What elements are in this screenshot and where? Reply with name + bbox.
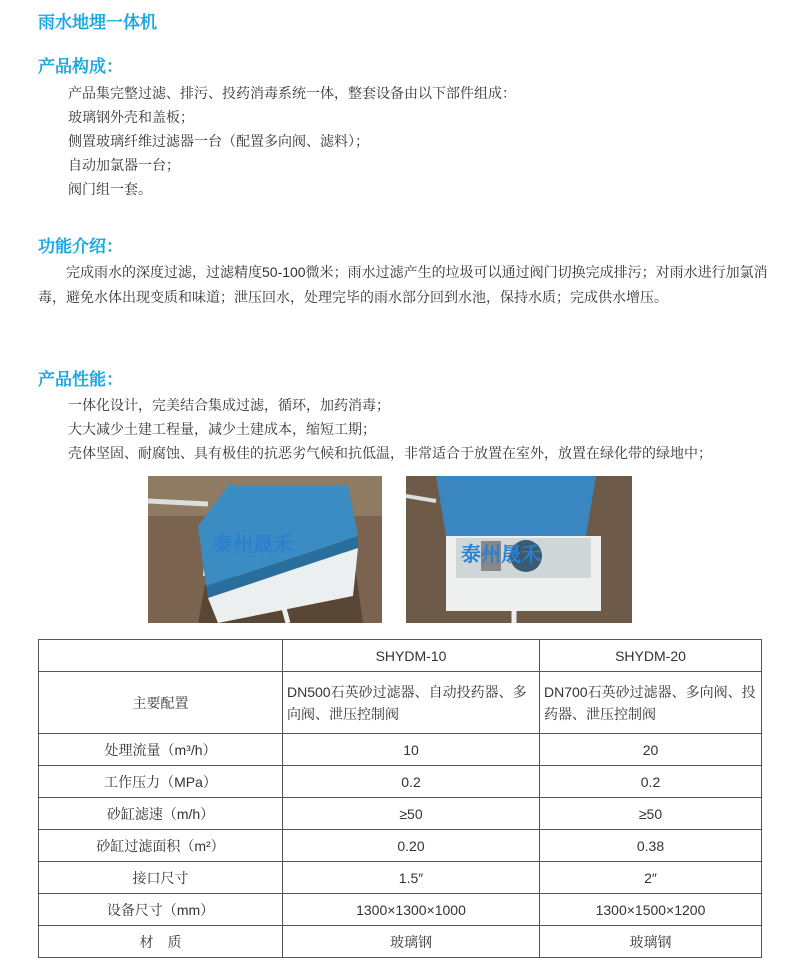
spec-table xyxy=(38,639,762,958)
watermark: 泰州晟禾 xyxy=(461,544,541,566)
composition-line: 自动加氯器一台； xyxy=(68,157,180,173)
cell: 1300×1500×1200 xyxy=(540,894,762,926)
cell: 1.5″ xyxy=(283,862,540,894)
performance-line: 大大减少土建工程量，减少土建成本，缩短工期； xyxy=(68,421,376,437)
row-label: 材 质 xyxy=(39,926,283,958)
cell: DN500石英砂过滤器、自动投药器、多向阀、泄压控制阀 xyxy=(283,672,540,734)
composition-line: 玻璃钢外壳和盖板； xyxy=(68,109,194,125)
table-row xyxy=(39,734,762,766)
watermark: 泰州晟禾 xyxy=(213,534,293,556)
cell: 0.20 xyxy=(283,830,540,862)
table-row xyxy=(39,830,762,862)
header-cell xyxy=(39,640,283,672)
row-label: 接口尺寸 xyxy=(39,862,283,894)
cell: DN700石英砂过滤器、多向阀、投药器、泄压控制阀 xyxy=(540,672,762,734)
cell: ≥50 xyxy=(283,798,540,830)
row-label: 处理流量（m³/h） xyxy=(39,734,283,766)
row-label: 主要配置 xyxy=(39,672,283,734)
function-text: 完成雨水的深度过滤，过滤精度50-100微米；雨水过滤产生的垃圾可以通过阀门切换完成排污；对雨水进行加氯消毒，避免水体出现变质和味道；泄压回水，处理完毕的雨水部分回到水池，保持水质；完成供水增压。 xyxy=(38,264,768,305)
composition-line: 产品集完整过滤、排污、投药消毒系统一体，整套设备由以下部件组成： xyxy=(68,85,516,101)
header-cell: SHYDM-10 xyxy=(283,640,540,672)
cell: 0.2 xyxy=(283,766,540,798)
cell: 10 xyxy=(283,734,540,766)
cell: 20 xyxy=(540,734,762,766)
page-title: 雨水地埋一体机 xyxy=(38,13,157,32)
table-row xyxy=(39,894,762,926)
cell: 1300×1300×1000 xyxy=(283,894,540,926)
cell: 0.2 xyxy=(540,766,762,798)
table-row xyxy=(39,798,762,830)
table-row xyxy=(39,766,762,798)
cell: 玻璃钢 xyxy=(283,926,540,958)
cell: 0.38 xyxy=(540,830,762,862)
composition-heading: 产品构成： xyxy=(38,57,123,76)
composition-line: 侧置玻璃纤维过滤器一台（配置多向阀、滤料）； xyxy=(68,133,369,149)
product-photo-closed xyxy=(148,476,382,623)
performance-line: 一体化设计，完美结合集成过滤，循环，加药消毒； xyxy=(68,397,390,413)
function-heading: 功能介绍： xyxy=(38,237,123,256)
performance-line: 壳体坚固、耐腐蚀、具有极佳的抗恶劣气候和抗低温，非常适合于放置在室外，放置在绿化带的绿地中； xyxy=(68,445,712,461)
performance-heading: 产品性能： xyxy=(38,370,123,389)
row-label: 砂缸滤速（m/h） xyxy=(39,798,283,830)
table-row xyxy=(39,672,762,734)
composition-line: 阀门组一套。 xyxy=(68,181,152,197)
product-photo-open xyxy=(406,476,632,623)
cell: 2″ xyxy=(540,862,762,894)
cell: 玻璃钢 xyxy=(540,926,762,958)
table-row xyxy=(39,926,762,958)
header-cell: SHYDM-20 xyxy=(540,640,762,672)
table-row xyxy=(39,862,762,894)
row-label: 工作压力（MPa） xyxy=(39,766,283,798)
row-label: 砂缸过滤面积（m²） xyxy=(39,830,283,862)
cell: ≥50 xyxy=(540,798,762,830)
row-label: 设备尺寸（mm） xyxy=(39,894,283,926)
table-header-row xyxy=(39,640,762,672)
